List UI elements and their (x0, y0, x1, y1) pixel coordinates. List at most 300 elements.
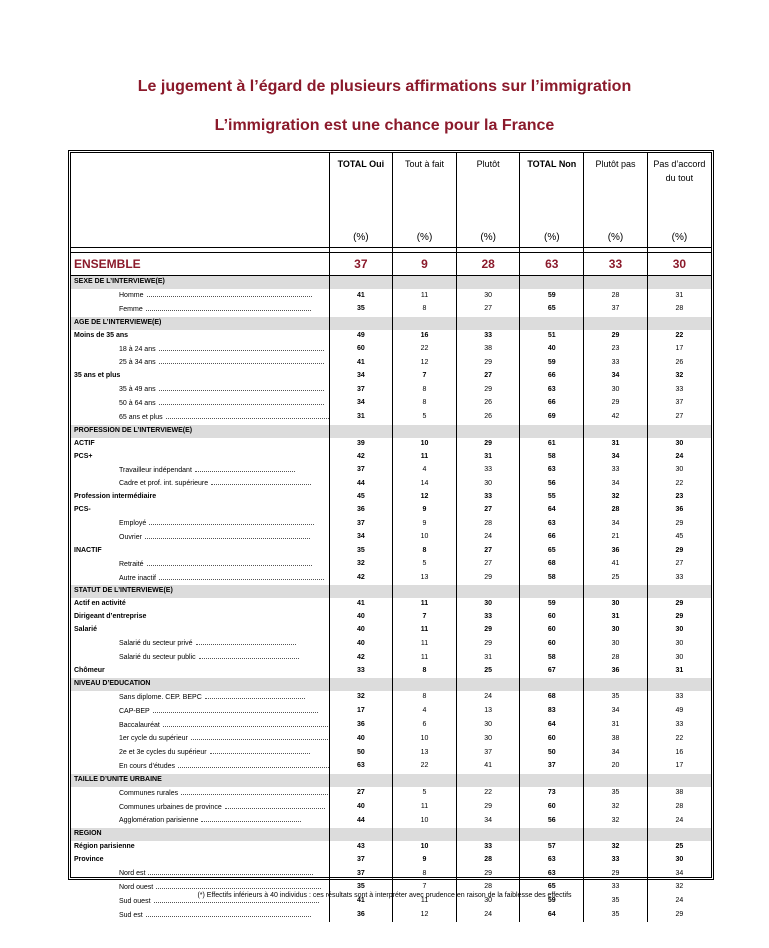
row-label (71, 867, 329, 881)
cell-value: 30 (647, 651, 711, 665)
row-label (71, 383, 329, 397)
cell-value (329, 585, 393, 598)
cell-value: 38 (456, 343, 520, 357)
ensemble-value: 37 (329, 253, 393, 276)
cell-value: 37 (456, 746, 520, 760)
section-label (71, 276, 329, 290)
leader-dots (159, 572, 324, 580)
cell-value: 11 (393, 637, 457, 651)
row-label-text: 2e et 3e cycles du supérieur (119, 749, 207, 757)
cell-value: 30 (647, 624, 711, 637)
table-row (71, 477, 711, 491)
table-row (71, 801, 711, 815)
cell-value: 36 (329, 909, 393, 923)
cell-value: 30 (584, 624, 648, 637)
cell-value: 12 (393, 356, 457, 370)
cell-value: 42 (329, 572, 393, 586)
cell-value: 34 (584, 477, 648, 491)
cell-value: 8 (393, 383, 457, 397)
cell-value: 29 (647, 545, 711, 558)
row-label-text: Agglomération parisienne (119, 817, 199, 825)
cell-value: 35 (584, 691, 648, 705)
leader-dots (147, 558, 312, 566)
cell-value: 27 (456, 370, 520, 383)
table-row (71, 397, 711, 411)
table-row (71, 909, 711, 923)
row-label (71, 303, 329, 317)
cell-value: 60 (520, 611, 584, 624)
row-label (71, 651, 329, 665)
cell-value: 29 (456, 438, 520, 451)
cell-value: 11 (393, 624, 457, 637)
cell-value: 65 (520, 545, 584, 558)
cell-value (584, 678, 648, 691)
footnote: (*) Effectifs inférieurs à 40 individus : ces résultats sont à interpréter avec prudence en raison de la faiblesse des effectifs (197, 892, 572, 899)
cell-value: 58 (520, 451, 584, 464)
cell-value: 58 (520, 651, 584, 665)
cell-value (584, 276, 648, 290)
cell-value: 29 (584, 330, 648, 343)
leader-dots (153, 705, 318, 713)
cell-value: 8 (393, 303, 457, 317)
cell-value (393, 678, 457, 691)
cell-value: 7 (393, 370, 457, 383)
cell-value: 30 (584, 637, 648, 651)
cell-value: 42 (584, 411, 648, 425)
table-row (71, 356, 711, 370)
cell-value: 33 (456, 330, 520, 343)
row-label-text: Travailleur indépendant (119, 466, 192, 474)
table-row (71, 531, 711, 545)
cell-value: 34 (584, 370, 648, 383)
row-label-text: 25 à 34 ans (119, 359, 156, 367)
row-label (71, 637, 329, 651)
cell-value: 24 (647, 451, 711, 464)
leader-dots (149, 517, 314, 525)
cell-value: 73 (520, 787, 584, 801)
leader-dots (196, 637, 296, 645)
cell-value (456, 774, 520, 787)
cell-value: 31 (647, 289, 711, 303)
cell-value: 31 (584, 438, 648, 451)
page-subtitle: L’immigration est une chance pour la France (214, 117, 555, 134)
row-label-text: AGE DE L’INTERVIEWE(E) (74, 318, 162, 326)
cell-value: 50 (329, 746, 393, 760)
cell-value: 49 (647, 705, 711, 719)
cell-value: 29 (584, 397, 648, 411)
cell-value: 32 (584, 491, 648, 504)
cell-value: 29 (456, 801, 520, 815)
cell-value: 33 (456, 491, 520, 504)
row-label (71, 598, 329, 611)
table-row (71, 572, 711, 586)
cell-value (329, 828, 393, 841)
cell-value: 28 (456, 881, 520, 895)
ensemble-value: 9 (393, 253, 457, 276)
cell-value: 30 (647, 854, 711, 867)
cell-value: 64 (520, 909, 584, 923)
section-header-row (71, 585, 711, 598)
leader-dots (159, 397, 324, 405)
cell-value: 17 (647, 760, 711, 774)
cell-value: 11 (393, 801, 457, 815)
cell-value (456, 678, 520, 691)
cell-value: 31 (584, 611, 648, 624)
cell-value: 27 (647, 411, 711, 425)
cell-value: 37 (647, 397, 711, 411)
cell-value (329, 276, 393, 290)
cell-value: 14 (393, 477, 457, 491)
cell-value: 41 (329, 598, 393, 611)
cell-value (520, 828, 584, 841)
cell-value: 44 (329, 477, 393, 491)
cell-value: 41 (329, 895, 393, 909)
cell-value: 59 (520, 356, 584, 370)
cell-value: 61 (520, 438, 584, 451)
row-label (71, 909, 329, 923)
cell-value: 10 (393, 732, 457, 746)
row-label-text: NIVEAU D’EDUCATION (74, 680, 151, 688)
cell-value: 22 (456, 787, 520, 801)
leader-dots (205, 691, 305, 699)
ensemble-value: 33 (584, 253, 648, 276)
cell-value: 35 (584, 787, 648, 801)
cell-value: 9 (393, 504, 457, 517)
ensemble-value: 28 (456, 253, 520, 276)
leader-dots (181, 787, 329, 795)
cell-value (456, 425, 520, 438)
leader-dots (159, 343, 324, 351)
cell-value: 37 (329, 854, 393, 867)
ensemble-label: ENSEMBLE (71, 253, 329, 276)
cell-value: 83 (520, 705, 584, 719)
table-row (71, 517, 711, 531)
cell-value: 7 (393, 611, 457, 624)
row-label (71, 411, 329, 425)
row-label-text: Profession intermédiaire (74, 493, 157, 501)
cell-value: 29 (456, 867, 520, 881)
section-header-row (71, 774, 711, 787)
row-label-text: Nord ouest (119, 883, 154, 891)
table-row (71, 787, 711, 801)
cell-value: 34 (584, 705, 648, 719)
cell-value: 56 (520, 477, 584, 491)
unit-label: (%) (520, 231, 584, 248)
cell-value: 33 (584, 854, 648, 867)
cell-value: 5 (393, 787, 457, 801)
cell-value: 34 (329, 531, 393, 545)
cell-value: 26 (456, 397, 520, 411)
row-label-text: CAP-BEP (119, 707, 150, 715)
unit-label: (%) (456, 231, 520, 248)
cell-value: 40 (520, 343, 584, 357)
cell-value: 30 (647, 637, 711, 651)
cell-value: 30 (456, 719, 520, 733)
cell-value: 5 (393, 411, 457, 425)
cell-value (647, 828, 711, 841)
cell-value: 37 (329, 867, 393, 881)
cell-value: 51 (520, 330, 584, 343)
cell-value: 36 (584, 545, 648, 558)
cell-value: 27 (456, 545, 520, 558)
row-label-text: Cadre et prof. int. supérieure (119, 480, 209, 488)
row-label (71, 545, 329, 558)
cell-value (647, 774, 711, 787)
row-label (71, 814, 329, 828)
cell-value: 33 (647, 719, 711, 733)
row-label-text: Sans diplome. CEP. BEPC (119, 693, 202, 701)
cell-value: 33 (456, 464, 520, 478)
cell-value: 33 (456, 611, 520, 624)
cell-value: 8 (393, 867, 457, 881)
table-row (71, 637, 711, 651)
cell-value: 45 (647, 531, 711, 545)
row-label (71, 760, 329, 774)
leader-dots (201, 814, 301, 822)
cell-value: 59 (520, 895, 584, 909)
cell-value: 60 (520, 801, 584, 815)
cell-value: 40 (329, 624, 393, 637)
row-label (71, 705, 329, 719)
cell-value: 7 (393, 881, 457, 895)
row-label-text: SEXE DE L’INTERVIEWE(E) (74, 278, 165, 286)
row-label-text: Salarié (74, 626, 97, 634)
cell-value: 37 (329, 383, 393, 397)
row-label (71, 691, 329, 705)
row-label-text: Salarié du secteur privé (119, 640, 193, 648)
leader-dots (156, 881, 321, 889)
table-row (71, 719, 711, 733)
cell-value: 41 (456, 760, 520, 774)
table-row (71, 504, 711, 517)
cell-value: 60 (520, 637, 584, 651)
cell-value: 31 (584, 719, 648, 733)
table-row (71, 624, 711, 637)
cell-value (393, 774, 457, 787)
table-row (71, 760, 711, 774)
cell-value: 10 (393, 438, 457, 451)
row-label (71, 397, 329, 411)
cell-value: 49 (329, 330, 393, 343)
cell-value: 29 (456, 356, 520, 370)
cell-value: 63 (329, 760, 393, 774)
row-label (71, 356, 329, 370)
cell-value: 63 (520, 867, 584, 881)
row-label-text: TAILLE D’UNITE URBAINE (74, 775, 162, 783)
table-row (71, 814, 711, 828)
cell-value (647, 585, 711, 598)
cell-value: 69 (520, 411, 584, 425)
cell-value: 11 (393, 895, 457, 909)
col-header-plutot-pas: Plutôt pas (584, 153, 648, 231)
row-label (71, 438, 329, 451)
cell-value: 29 (456, 383, 520, 397)
row-label-text: Employé (119, 520, 147, 528)
section-header-row (71, 425, 711, 438)
row-label-text: STATUT DE L’INTERVIEWE(E) (74, 587, 173, 595)
row-label (71, 624, 329, 637)
section-label (71, 774, 329, 787)
row-label-text: Ouvrier (119, 533, 142, 541)
cell-value: 13 (393, 746, 457, 760)
cell-value: 31 (329, 411, 393, 425)
col-header-total-oui: TOTAL Oui (329, 153, 393, 231)
cell-value: 45 (329, 491, 393, 504)
cell-value: 17 (329, 705, 393, 719)
cell-value: 30 (584, 598, 648, 611)
cell-value: 33 (584, 881, 648, 895)
cell-value: 33 (647, 691, 711, 705)
cell-value: 11 (393, 651, 457, 665)
cell-value: 66 (520, 397, 584, 411)
cell-value: 5 (393, 558, 457, 572)
cell-value: 64 (520, 719, 584, 733)
cell-value: 22 (647, 330, 711, 343)
cell-value: 10 (393, 531, 457, 545)
table-row (71, 841, 711, 854)
cell-value: 34 (584, 517, 648, 531)
table-row (71, 611, 711, 624)
cell-value: 11 (393, 451, 457, 464)
cell-value: 34 (584, 451, 648, 464)
col-header-total-non: TOTAL Non (520, 153, 584, 231)
cell-value: 27 (456, 558, 520, 572)
cell-value: 22 (393, 343, 457, 357)
cell-value: 26 (647, 356, 711, 370)
cell-value (520, 317, 584, 330)
section-label (71, 317, 329, 330)
leader-dots (147, 289, 312, 297)
cell-value: 42 (329, 651, 393, 665)
cell-value: 33 (647, 572, 711, 586)
cell-value: 29 (456, 624, 520, 637)
row-label (71, 464, 329, 478)
row-label (71, 531, 329, 545)
cell-value: 50 (520, 746, 584, 760)
cell-value: 29 (647, 517, 711, 531)
table-row (71, 343, 711, 357)
section-label (71, 828, 329, 841)
cell-value: 9 (393, 517, 457, 531)
cell-value: 63 (520, 464, 584, 478)
cell-value: 32 (647, 370, 711, 383)
cell-value (520, 276, 584, 290)
leader-dots (225, 801, 325, 809)
leader-dots (146, 909, 311, 917)
cell-value: 38 (647, 787, 711, 801)
cell-value: 34 (329, 370, 393, 383)
cell-value: 27 (456, 504, 520, 517)
cell-value: 58 (520, 572, 584, 586)
cell-value: 64 (520, 504, 584, 517)
unit-label: (%) (393, 231, 457, 248)
row-label-text: Dirigeant d’entreprise (74, 613, 147, 621)
cell-value: 30 (456, 732, 520, 746)
table-row (71, 370, 711, 383)
row-label (71, 841, 329, 854)
row-label-text: 65 ans et plus (119, 413, 163, 421)
section-header-row (71, 828, 711, 841)
row-label (71, 491, 329, 504)
cell-value: 32 (329, 558, 393, 572)
cell-value: 38 (584, 732, 648, 746)
cell-value: 24 (456, 531, 520, 545)
cell-value: 34 (456, 814, 520, 828)
row-label (71, 343, 329, 357)
row-label-text: 35 à 49 ans (119, 386, 156, 394)
cell-value: 30 (456, 598, 520, 611)
cell-value (393, 585, 457, 598)
cell-value: 31 (456, 451, 520, 464)
row-label-text: Province (74, 856, 104, 864)
cell-value (584, 774, 648, 787)
row-label-text: Sud est (119, 911, 143, 919)
row-label-text: Baccalauréat (119, 721, 160, 729)
cell-value (520, 774, 584, 787)
section-label (71, 585, 329, 598)
section-label (71, 678, 329, 691)
row-label (71, 665, 329, 678)
cell-value: 44 (329, 814, 393, 828)
cell-value: 40 (329, 732, 393, 746)
cell-value (456, 276, 520, 290)
row-label-text: PCS- (74, 506, 91, 514)
cell-value (329, 317, 393, 330)
cell-value: 33 (647, 383, 711, 397)
cell-value (329, 425, 393, 438)
row-label (71, 517, 329, 531)
cell-value: 34 (329, 397, 393, 411)
page-title: Le jugement à l’égard de plusieurs affirmations sur l’immigration (137, 78, 632, 95)
cell-value: 12 (393, 491, 457, 504)
cell-value (393, 425, 457, 438)
row-label-text: Autre inactif (119, 574, 156, 582)
cell-value: 55 (520, 491, 584, 504)
unit-label: (%) (584, 231, 648, 248)
cell-value: 28 (456, 517, 520, 531)
cell-value: 43 (329, 841, 393, 854)
cell-value: 37 (329, 517, 393, 531)
cell-value: 25 (584, 572, 648, 586)
cell-value: 39 (329, 438, 393, 451)
row-label-text: 50 à 64 ans (119, 399, 156, 407)
cell-value (456, 585, 520, 598)
cell-value: 33 (456, 841, 520, 854)
leader-dots (166, 411, 329, 419)
cell-value: 10 (393, 841, 457, 854)
cell-value (584, 828, 648, 841)
leader-dots (145, 531, 310, 539)
section-header-row (71, 317, 711, 330)
table-row (71, 854, 711, 867)
cell-value (329, 678, 393, 691)
cell-value: 30 (647, 464, 711, 478)
cell-value (584, 317, 648, 330)
table-row (71, 289, 711, 303)
cell-value: 17 (647, 343, 711, 357)
cell-value: 37 (520, 760, 584, 774)
cell-value: 36 (329, 504, 393, 517)
cell-value: 23 (647, 491, 711, 504)
cell-value: 30 (584, 383, 648, 397)
row-label-text: Retraité (119, 560, 144, 568)
cell-value (647, 276, 711, 290)
table-row (71, 705, 711, 719)
cell-value: 40 (329, 611, 393, 624)
unit-label: (%) (647, 231, 711, 248)
cell-value: 37 (584, 303, 648, 317)
row-label (71, 370, 329, 383)
